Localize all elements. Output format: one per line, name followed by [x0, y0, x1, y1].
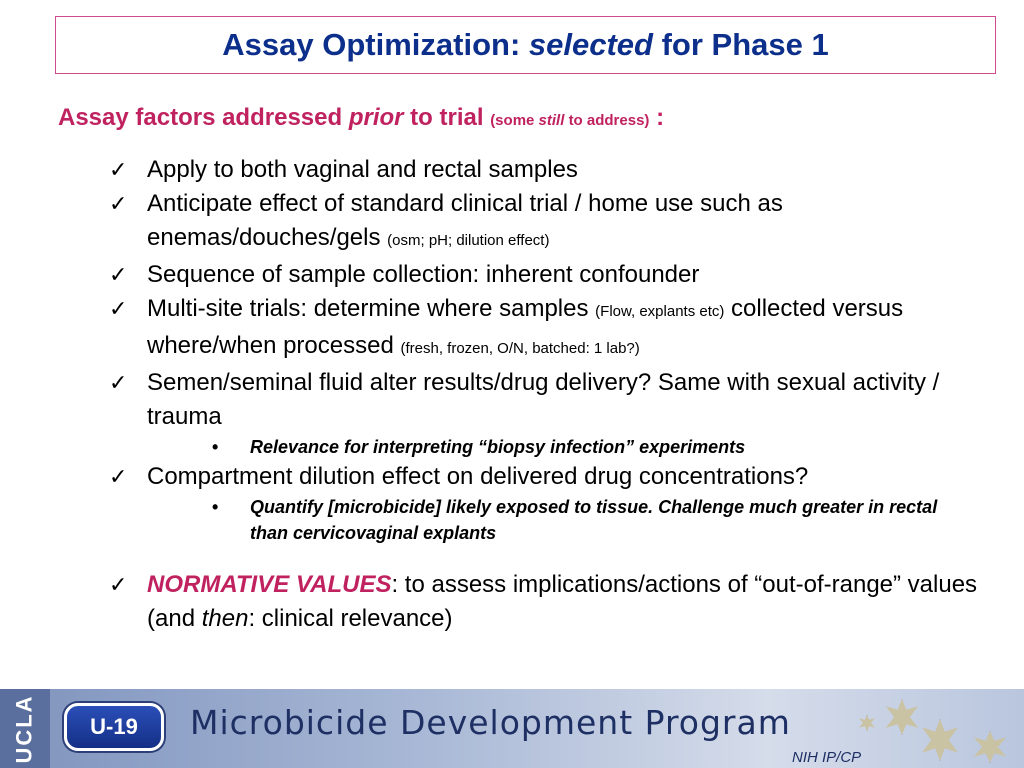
- list-item: [0, 460, 1024, 494]
- decorative-burst-icon: [920, 719, 960, 761]
- list-item-text: Multi-site trials: determine where samples: [147, 295, 589, 322]
- list-item-text: : to assess implications/actions of “out-of-range” values (and: [147, 571, 978, 632]
- checkmark-icon: ✓: [109, 464, 128, 489]
- heading-part-2: prior: [348, 104, 404, 131]
- nih-label: NIH IP/CP: [792, 749, 862, 766]
- checkmark-icon: ✓: [109, 572, 128, 597]
- sub-list-item-text: Relevance for interpreting “biopsy infection” experiments: [250, 437, 746, 457]
- decorative-burst-icon: [858, 715, 876, 731]
- list-item: [0, 568, 1024, 636]
- sub-list-item: [0, 434, 1024, 460]
- title-part-2: selected: [528, 27, 653, 62]
- bullet-icon: •: [212, 437, 219, 457]
- u19-badge-text: U-19: [90, 714, 138, 739]
- heading-note: (some still to address): [490, 112, 650, 129]
- checkmark-icon: ✓: [109, 262, 128, 287]
- list-item-text: : clinical relevance): [248, 605, 453, 632]
- u19-badge: [64, 703, 164, 751]
- sub-list-item-text: Quantify [microbicide] likely exposed to tissue. Challenge much greater in rectal than cervicovaginal explants: [250, 497, 938, 543]
- list-item-emphasis: then: [201, 605, 249, 632]
- list-item-text: Semen/seminal fluid alter results/drug delivery? Same with sexual activity / trauma: [147, 369, 940, 430]
- heading-colon: :: [656, 104, 665, 131]
- list-item-text: Anticipate effect of standard clinical trial / home use such as enemas/douches/gels: [147, 190, 783, 251]
- checkmark-icon: ✓: [109, 370, 128, 395]
- title-part-1: Assay Optimization:: [222, 27, 521, 62]
- program-name: Microbicide Development Program: [190, 703, 791, 742]
- title-part-3: for Phase 1: [661, 27, 829, 62]
- list-item: [0, 258, 1024, 292]
- footer-banner: [0, 689, 1024, 768]
- bullet-icon: •: [212, 497, 219, 517]
- list-item-text: collected versus where/when processed: [147, 295, 904, 359]
- checkmark-icon: ✓: [109, 157, 128, 182]
- list-item: [0, 153, 1024, 187]
- heading-part-1: Assay factors addressed: [58, 104, 343, 131]
- list-item-text: Compartment dilution effect on delivered drug concentrations?: [147, 463, 809, 490]
- slide-title: [55, 16, 996, 74]
- section-heading: [58, 104, 664, 132]
- list-item-text: Apply to both vaginal and rectal samples: [147, 156, 578, 183]
- checkmark-icon: ✓: [109, 296, 128, 321]
- normative-values-label: NORMATIVE VALUES: [147, 571, 392, 598]
- list-item: [0, 187, 1024, 258]
- sub-list-item: [0, 494, 1024, 546]
- list-item-text: Sequence of sample collection: inherent confounder: [147, 261, 700, 288]
- checklist: [0, 153, 1024, 636]
- ucla-logo: [0, 689, 50, 768]
- list-item: [0, 292, 1024, 366]
- heading-part-3: to trial: [410, 104, 484, 131]
- decorative-burst-icon: [972, 731, 1008, 763]
- list-item: [0, 366, 1024, 434]
- decorative-burst-icon: [884, 699, 920, 735]
- list-item-note: (Flow, explants etc): [595, 303, 725, 320]
- checkmark-icon: ✓: [109, 191, 128, 216]
- ucla-text: UCLA: [12, 693, 38, 764]
- list-item-note: (fresh, frozen, O/N, batched: 1 lab?): [400, 340, 640, 357]
- list-item-note: (osm; pH; dilution effect): [387, 232, 550, 249]
